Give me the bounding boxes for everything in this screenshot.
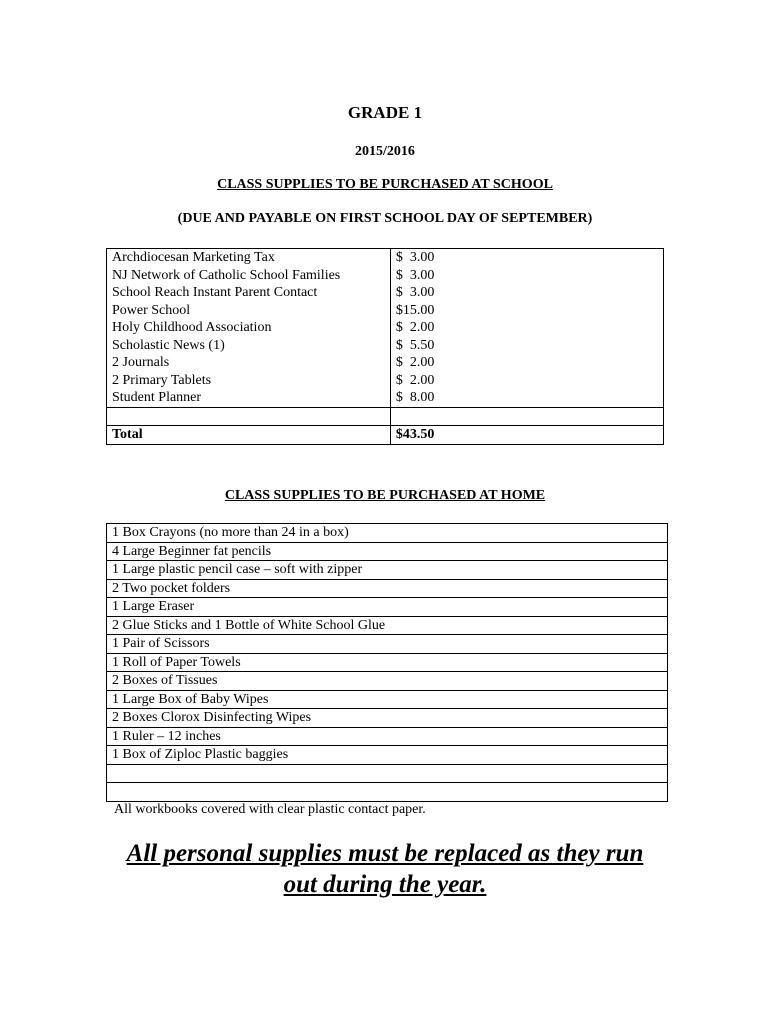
item-cost: $ 5.50	[390, 337, 663, 355]
table-row	[107, 746, 668, 765]
item-name: 2 Primary Tablets	[107, 372, 391, 390]
table-row	[107, 302, 664, 320]
table-row	[107, 319, 664, 337]
item-cost: $ 8.00	[390, 389, 663, 407]
total-label: Total	[107, 426, 391, 445]
table-row	[107, 249, 664, 267]
blank-row	[107, 783, 668, 802]
item-name: Scholastic News (1)	[107, 337, 391, 355]
table-row	[107, 709, 668, 728]
school-supplies-table	[106, 248, 664, 445]
supply-item: 1 Box of Ziploc Plastic baggies	[107, 746, 668, 765]
supply-item: 2 Boxes of Tissues	[107, 672, 668, 691]
table-row	[107, 542, 668, 561]
home-supplies-heading: CLASS SUPPLIES TO BE PURCHASED AT HOME	[224, 488, 546, 503]
supply-item: 4 Large Beginner fat pencils	[107, 542, 668, 561]
table-row	[107, 653, 668, 672]
item-cost: $ 3.00	[390, 284, 663, 302]
closing-statement	[0, 838, 770, 900]
table-row	[107, 672, 668, 691]
table-row	[107, 579, 668, 598]
item-cost: $ 2.00	[390, 354, 663, 372]
item-name: Holy Childhood Association	[107, 319, 391, 337]
blank-cell	[390, 407, 663, 426]
table-row	[107, 690, 668, 709]
table-row	[107, 727, 668, 746]
supply-item: 2 Two pocket folders	[107, 579, 668, 598]
item-cost: $15.00	[390, 302, 663, 320]
supply-item: 1 Roll of Paper Towels	[107, 653, 668, 672]
home-supplies-table	[106, 523, 668, 802]
blank-cell	[107, 764, 668, 783]
item-name: 2 Journals	[107, 354, 391, 372]
table-row	[107, 598, 668, 617]
table-row	[107, 616, 668, 635]
closing-line-2: out during the year.	[283, 871, 487, 898]
table-row	[107, 337, 664, 355]
supply-item: 2 Glue Sticks and 1 Bottle of White School Glue	[107, 616, 668, 635]
supply-item: 1 Large Box of Baby Wipes	[107, 690, 668, 709]
blank-cell	[107, 783, 668, 802]
item-name: Power School	[107, 302, 391, 320]
table-row	[107, 561, 668, 580]
school-supplies-heading: CLASS SUPPLIES TO BE PURCHASED AT SCHOOL	[217, 177, 553, 192]
item-name: School Reach Instant Parent Contact	[107, 284, 391, 302]
item-name: NJ Network of Catholic School Families	[107, 267, 391, 285]
supply-item: 1 Large Eraser	[107, 598, 668, 617]
table-row	[107, 635, 668, 654]
item-cost: $ 2.00	[390, 372, 663, 390]
blank-row	[107, 407, 664, 426]
total-cost: $43.50	[390, 426, 663, 445]
table-row	[107, 284, 664, 302]
item-cost: $ 2.00	[390, 319, 663, 337]
workbook-note: All workbooks covered with clear plastic contact paper.	[114, 802, 426, 817]
blank-cell	[107, 407, 391, 426]
table-row	[107, 372, 664, 390]
item-cost: $ 3.00	[390, 249, 663, 267]
item-cost: $ 3.00	[390, 267, 663, 285]
table-row	[107, 267, 664, 285]
due-note: (DUE AND PAYABLE ON FIRST SCHOOL DAY OF SEPTEMBER)	[177, 211, 593, 226]
supply-item: 2 Boxes Clorox Disinfecting Wipes	[107, 709, 668, 728]
school-year: 2015/2016	[355, 144, 415, 159]
total-row	[107, 426, 664, 445]
supply-item: 1 Ruler – 12 inches	[107, 727, 668, 746]
blank-row	[107, 764, 668, 783]
supply-item: 1 Box Crayons (no more than 24 in a box)	[107, 524, 668, 543]
table-row	[107, 354, 664, 372]
page-title: GRADE 1	[347, 103, 423, 122]
item-name: Student Planner	[107, 389, 391, 407]
item-name: Archdiocesan Marketing Tax	[107, 249, 391, 267]
table-row	[107, 524, 668, 543]
supply-item: 1 Pair of Scissors	[107, 635, 668, 654]
supply-item: 1 Large plastic pencil case – soft with zipper	[107, 561, 668, 580]
closing-line-1: All personal supplies must be replaced as they run	[126, 840, 644, 867]
table-row	[107, 389, 664, 407]
